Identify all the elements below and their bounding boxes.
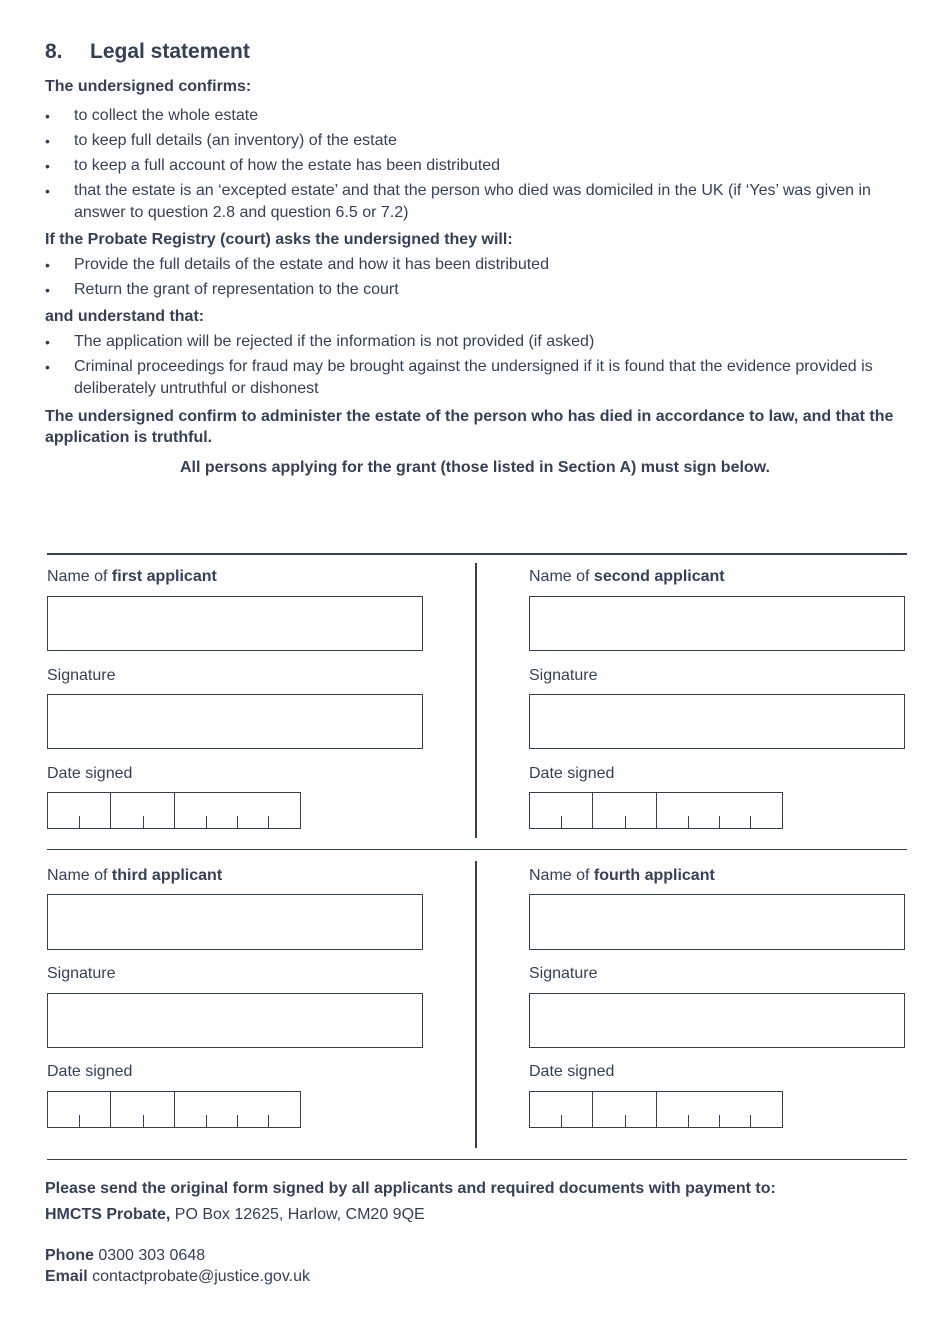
fourth-applicant-date-field[interactable] xyxy=(529,1091,783,1128)
name-label: Name of second applicant xyxy=(529,568,725,585)
section-title: Legal statement xyxy=(90,40,250,63)
first-applicant-date-field[interactable] xyxy=(47,792,301,829)
section-heading xyxy=(45,40,250,64)
third-applicant-date-field[interactable] xyxy=(47,1091,301,1128)
signature-label: Signature xyxy=(47,965,116,982)
list-item: • Provide the full details of the estate and how it has been distributed xyxy=(45,256,549,273)
third-applicant-name-field[interactable] xyxy=(47,894,423,950)
phone-label: Phone xyxy=(45,1247,94,1264)
date-label: Date signed xyxy=(529,765,615,782)
list-item: • to keep a full account of how the estate has been distributed xyxy=(45,157,501,174)
sign-instruction: All persons applying for the grant (those listed in Section A) must sign below. xyxy=(180,459,770,476)
phone-number: 0300 303 0648 xyxy=(93,1247,206,1264)
confirms-heading: The undersigned confirms: xyxy=(45,78,252,95)
list-item: • Return the grant of representation to the court xyxy=(45,281,399,298)
name-label: Name of third applicant xyxy=(47,867,223,884)
section-number: 8. xyxy=(45,40,63,63)
org-name: HMCTS Probate, xyxy=(45,1206,171,1223)
list-item: • to collect the whole estate xyxy=(45,107,259,124)
understand-heading: and understand that: xyxy=(45,308,205,325)
address-text: PO Box 12625, Harlow, CM20 9QE xyxy=(170,1206,425,1223)
name-label: Name of first applicant xyxy=(47,568,217,585)
postal-address xyxy=(45,1206,425,1224)
email-line xyxy=(45,1268,310,1286)
first-applicant-name-field[interactable] xyxy=(47,596,423,651)
divider xyxy=(47,849,907,850)
list-item: • to keep full details (an inventory) of the estate xyxy=(45,132,397,149)
second-applicant-signature-field[interactable] xyxy=(529,694,905,749)
signature-label: Signature xyxy=(529,965,598,982)
signature-label: Signature xyxy=(529,667,598,684)
send-instruction: Please send the original form signed by all applicants and required documents with payment to: xyxy=(45,1180,776,1197)
registry-list xyxy=(45,254,895,304)
fourth-applicant-signature-field[interactable] xyxy=(529,993,905,1048)
list-item: • The application will be rejected if the information is not provided (if asked) xyxy=(45,333,595,350)
email-address[interactable]: contactprobate@justice.gov.uk xyxy=(87,1268,310,1285)
phone-line xyxy=(45,1247,205,1265)
signature-label: Signature xyxy=(47,667,116,684)
fourth-applicant-name-field[interactable] xyxy=(529,894,905,950)
second-applicant-name-field[interactable] xyxy=(529,596,905,651)
list-item: • Criminal proceedings for fraud may be brought against the undersigned if it is found that the evidence provided is deliberately untruthful or dishonest xyxy=(45,358,873,397)
administer-statement: The undersigned confirm to administer the estate of the person who has died in accordance to law, and that the application is truthful. xyxy=(45,408,894,446)
email-label: Email xyxy=(45,1268,88,1285)
first-applicant-signature-field[interactable] xyxy=(47,694,423,749)
divider xyxy=(47,553,907,555)
name-label: Name of fourth applicant xyxy=(529,867,715,884)
understand-list xyxy=(45,331,895,403)
column-separator xyxy=(475,563,477,838)
third-applicant-signature-field[interactable] xyxy=(47,993,423,1048)
confirms-list xyxy=(45,105,895,227)
date-label: Date signed xyxy=(47,765,133,782)
column-separator xyxy=(475,861,477,1148)
registry-heading: If the Probate Registry (court) asks the undersigned they will: xyxy=(45,231,513,248)
second-applicant-date-field[interactable] xyxy=(529,792,783,829)
date-label: Date signed xyxy=(47,1063,133,1080)
list-item: • that the estate is an ‘excepted estate’ and that the person who died was domiciled in the UK (if ‘Yes’ was given in answer to question 2.8 and question 6.5 or 7.2) xyxy=(45,182,871,221)
divider xyxy=(47,1159,907,1160)
date-label: Date signed xyxy=(529,1063,615,1080)
